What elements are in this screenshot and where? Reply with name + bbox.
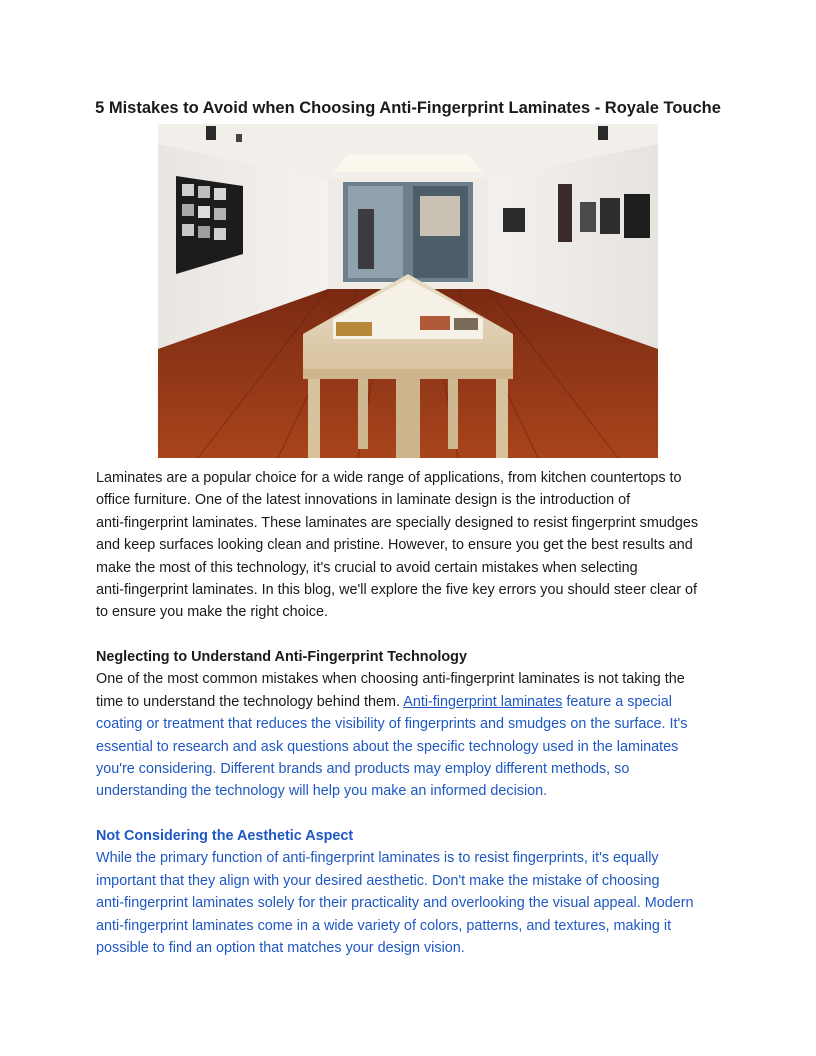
- section-2-line: important that they align with your desired aesthetic. Don't make the mistake of choosing: [96, 872, 660, 889]
- section-2-heading: Not Considering the Aesthetic Aspect: [96, 828, 354, 844]
- intro-paragraph: [96, 467, 720, 624]
- section-2-line: possible to find an option that matches your design vision.: [96, 940, 465, 957]
- intro-line: and keep surfaces looking clean and pristine. However, to ensure you get the best results and: [96, 537, 693, 554]
- section-1-line: understanding the technology will help you make an informed decision.: [96, 783, 548, 800]
- gallery-photo: [158, 124, 658, 458]
- section-1: [96, 646, 720, 803]
- section-2-line: anti-fingerprint laminates come in a wide variety of colors, patterns, and textures, making it: [96, 917, 672, 934]
- intro-line: anti-fingerprint laminates. In this blog, we'll explore the five key errors you should steer clear of: [96, 582, 698, 599]
- intro-line: to ensure you make the right choice.: [96, 604, 328, 621]
- intro-line: Laminates are a popular choice for a wide range of applications, from kitchen countertops to: [96, 470, 682, 486]
- intro-line: office furniture. One of the latest innovations in laminate design is the introduction of: [96, 492, 631, 509]
- section-1-heading: Neglecting to Understand Anti-Fingerprint Technology: [96, 649, 467, 665]
- section-1-line-suffix: feature a special: [562, 693, 672, 710]
- section-2: [96, 825, 720, 959]
- intro-line: anti-fingerprint laminates. These laminates are specially designed to resist fingerprint smudges: [96, 514, 699, 531]
- section-1-line: coating or treatment that reduces the visibility of fingerprints and smudges on the surface. It's: [96, 716, 688, 733]
- section-1-line-prefix: time to understand the technology behind them.: [96, 693, 404, 710]
- section-1-line-with-link: [96, 691, 720, 713]
- section-1-line: One of the most common mistakes when choosing anti-fingerprint laminates is not taking the: [96, 671, 685, 688]
- section-2-line: While the primary function of anti-fingerprint laminates is to resist fingerprints, it's equally: [96, 850, 659, 867]
- section-1-line: you're considering. Different brands and products may employ different methods, so: [96, 761, 630, 778]
- anti-fingerprint-laminates-link[interactable]: Anti-fingerprint laminates: [403, 693, 563, 710]
- document-title: 5 Mistakes to Avoid when Choosing Anti-Fingerprint Laminates - Royale Touche: [95, 99, 721, 117]
- intro-line: make the most of this technology, it's crucial to avoid certain mistakes when selecting: [96, 559, 638, 576]
- section-1-line: essential to research and ask questions about the specific technology used in the laminates: [96, 738, 679, 755]
- section-2-line: anti-fingerprint laminates solely for their practicality and overlooking the visual appeal. Modern: [96, 895, 694, 912]
